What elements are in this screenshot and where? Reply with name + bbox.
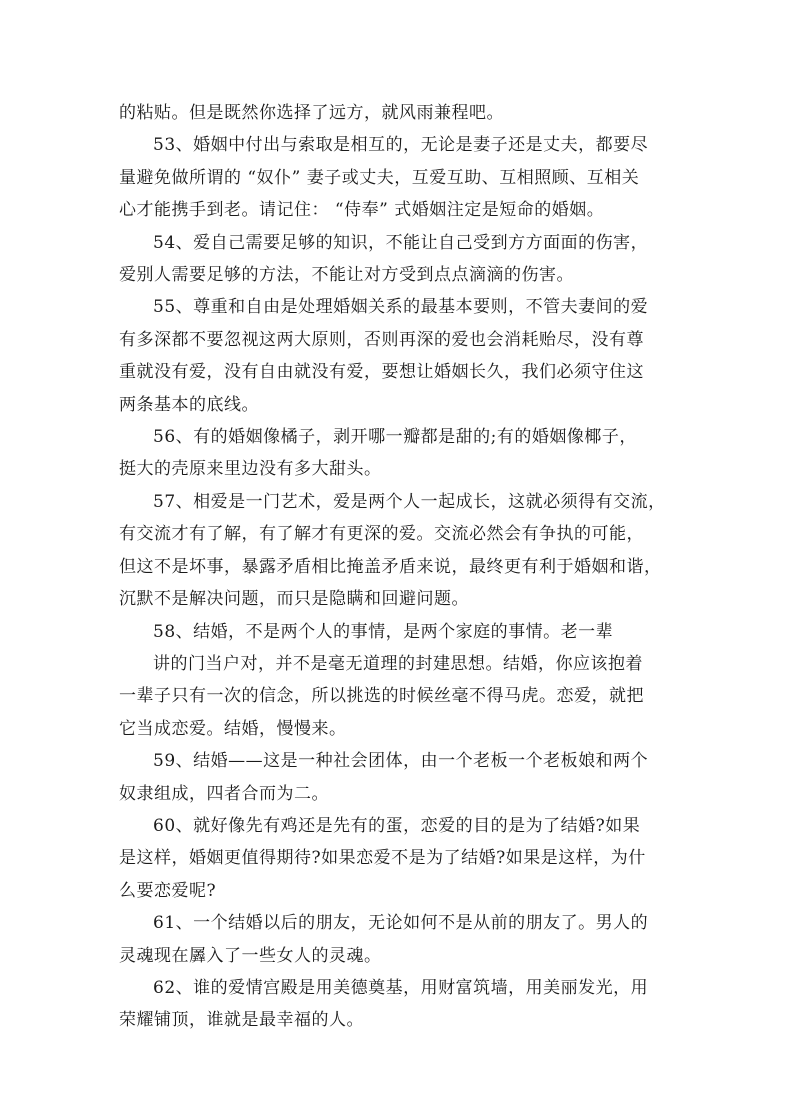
- text-line: 灵魂现在羼入了一些女人的灵魂。: [119, 945, 382, 966]
- text-line: 54、爱自己需要足够的知识，不能让自己受到方方面面的伤害，: [153, 232, 649, 253]
- text-line: 它当成恋爱。结婚，慢慢来。: [119, 718, 347, 739]
- paragraph-60: [119, 810, 679, 907]
- paragraph-52-tail: [119, 97, 679, 129]
- text-line: 么要恋爱呢?: [119, 880, 217, 901]
- paragraph-62: [119, 972, 679, 1037]
- text-line: 60、就好像先有鸡还是先有的蛋，恋爱的目的是为了结婚?如果: [153, 815, 641, 836]
- paragraph-61: [119, 907, 679, 972]
- text-line: 奴隶组成，四者合而为二。: [119, 783, 329, 804]
- text-line: 62、谁的爱情宫殿是用美德奠基，用财富筑墙，用美丽发光，用: [153, 977, 649, 998]
- text-line: 有多深都不要忽视这两大原则，否则再深的爱也会消耗贻尽，没有尊: [119, 329, 644, 350]
- text-line: 荣耀铺顶，谁就是最幸福的人。: [119, 1010, 364, 1031]
- text-line: 有交流才有了解，有了解才有更深的爱。交流必然会有争执的可能，: [119, 524, 644, 545]
- text-line: 53、婚姻中付出与索取是相互的，无论是妻子还是丈夫，都要尽: [153, 135, 649, 156]
- text-line: 是这样，婚姻更值得期待?如果恋爱不是为了结婚?如果是这样，为什: [119, 848, 646, 869]
- text-line: 讲的门当户对，并不是毫无道理的封建思想。结婚，你应该抱着: [153, 653, 643, 674]
- text-line: 56、有的婚姻像橘子，剥开哪一瓣都是甜的;有的婚姻像椰子，: [153, 427, 637, 448]
- paragraph-56: [119, 421, 679, 486]
- paragraph-59: [119, 745, 679, 810]
- text-line: 的粘贴。但是既然你选择了远方，就风雨兼程吧。: [119, 103, 504, 123]
- text-line: 量避免做所谓的 “奴仆” 妻子或丈夫，互爱互助、互相照顾、互相关: [119, 167, 640, 188]
- text-line: 但这不是坏事，暴露矛盾相比掩盖矛盾来说，最终更有利于婚姻和谐，: [119, 556, 662, 577]
- paragraph-57: [119, 486, 679, 616]
- paragraph-54: [119, 227, 679, 292]
- document-body: [119, 97, 679, 1037]
- paragraph-55: [119, 291, 679, 421]
- text-line: 58、结婚，不是两个人的事情，是两个家庭的事情。老一辈: [153, 621, 614, 642]
- text-line: 57、相爱是一门艺术，爱是两个人一起成长，这就必须得有交流，: [153, 491, 666, 512]
- text-line: 心才能携手到老。请记住： “侍奉” 式婚姻注定是短命的婚姻。: [119, 200, 605, 221]
- text-line: 沉默不是解决问题，而只是隐瞒和回避问题。: [119, 589, 469, 610]
- text-line: 一辈子只有一次的信念，所以挑选的时候丝毫不得马虎。恋爱，就把: [119, 686, 644, 707]
- text-line: 爱别人需要足够的方法，不能让对方受到点点滴滴的伤害。: [119, 265, 574, 286]
- text-line: 55、尊重和自由是处理婚姻关系的最基本要则，不管夫妻间的爱: [153, 297, 649, 318]
- text-line: 59、结婚——这是一种社会团体，由一个老板一个老板娘和两个: [153, 751, 649, 772]
- text-line: 61、一个结婚以后的朋友，无论如何不是从前的朋友了。男人的: [153, 913, 649, 934]
- paragraph-53: [119, 129, 679, 226]
- text-line: 挺大的壳原来里边没有多大甜头。: [119, 459, 382, 480]
- text-line: 重就没有爱，没有自由就没有爱，要想让婚姻长久，我们必须守住这: [119, 362, 644, 383]
- paragraph-58: [119, 616, 679, 746]
- text-line: 两条基本的底线。: [119, 394, 259, 415]
